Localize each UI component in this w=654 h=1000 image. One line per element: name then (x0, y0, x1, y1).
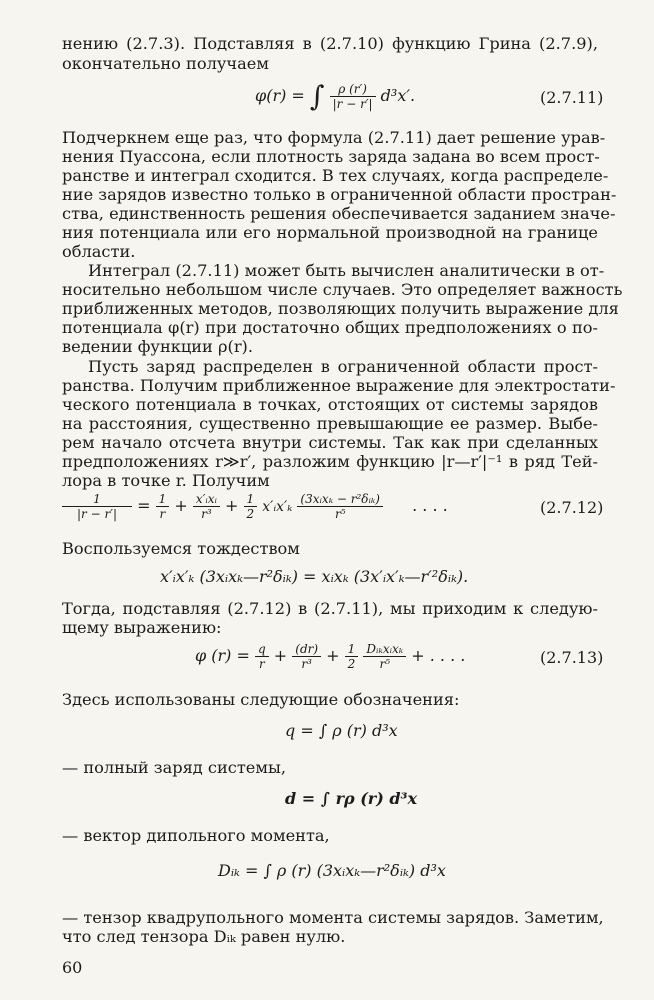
fraction (363, 642, 406, 671)
fraction-numerator: 1 (156, 492, 170, 507)
plus-sign: + (174, 496, 188, 515)
fraction (345, 642, 359, 671)
text-line: на расстояния, существенно превышающие ее размер. Выбе- (62, 414, 598, 433)
fraction-denominator: r (159, 507, 166, 521)
text-line: лора в точке r. Получим (62, 471, 270, 490)
fraction-denominator: r (258, 657, 265, 671)
fraction-numerator: 1 (345, 642, 359, 657)
identity-equation: x′ᵢx′ₖ (3xᵢxₖ—r²δᵢₖ) = xᵢxₖ (3x′ᵢx′ₖ—r′²δᵢₖ). (160, 567, 469, 586)
fraction-denominator: r³ (201, 507, 212, 521)
equation-lhs: φ(r) = (255, 86, 305, 105)
plus-sign: + (273, 646, 288, 665)
text-line: окончательно получаем (62, 54, 269, 73)
text-line: нению (2.7.3). Подставляя в (2.7.10) функцию Грина (2.7.9), (62, 34, 598, 53)
text-line: ства, единственность решения обеспечивается заданием значе- (62, 204, 616, 223)
fraction (330, 82, 376, 111)
text-line: рем начало отсчета внутри системы. Так как при сделанных (62, 433, 598, 452)
text-line: — полный заряд системы, (62, 758, 287, 777)
text-line: Пусть заряд распределен в ограниченной области прост- (88, 357, 598, 376)
text-line: — тензор квадрупольного момента системы зарядов. Заметим, (62, 908, 604, 927)
fraction-denominator: 2 (246, 507, 255, 521)
text-line: Тогда, подставляя (2.7.12) в (2.7.11), мы приходим к следую- (62, 599, 598, 618)
plus-sign: + (326, 646, 340, 665)
equation-number: (2.7.11) (540, 88, 604, 107)
fraction-numerator: x′ᵢxᵢ (193, 492, 220, 507)
equation-2-7-12 (62, 492, 448, 521)
plus-sign: + (225, 496, 239, 515)
text-line: области. (62, 242, 136, 261)
fraction-numerator: 1 (62, 492, 132, 507)
fraction (255, 642, 269, 671)
fraction (297, 492, 383, 521)
equation-tail: + . . . . (411, 646, 466, 665)
equation-lhs: φ (r) = (195, 646, 250, 665)
equation-2-7-13 (195, 642, 465, 671)
fraction-numerator: ρ (r′) (330, 82, 376, 97)
integral-sign: ∫ (309, 79, 325, 113)
fraction-denominator: r⁵ (379, 657, 391, 671)
fraction-denominator: |r − r′| (77, 507, 117, 521)
text-line: потенциала φ(r) при достаточно общих предположениях о по- (62, 318, 598, 337)
fraction-numerator: 1 (244, 492, 258, 507)
text-line: приближенных методов, позволяющих получить выражение для (62, 299, 619, 318)
quadrupole-definition: Dᵢₖ = ∫ ρ (r) (3xᵢxₖ—r²δᵢₖ) d³x (218, 861, 446, 880)
text-line: ведении функции ρ(r). (62, 337, 254, 356)
text-line: носительно небольшом числе случаев. Это определяет важность (62, 280, 623, 299)
charge-definition: q = ∫ ρ (r) d³x (285, 721, 398, 740)
text-line: предположениях r≫r′, разложим функцию |r—r′|⁻¹ в ряд Тей- (62, 452, 598, 471)
fraction (244, 492, 258, 521)
text-line: щему выражению: (62, 618, 222, 637)
equation-number: (2.7.12) (540, 498, 604, 517)
ellipsis: . . . . (412, 496, 448, 515)
text-line: ние зарядов известно только в ограниченной области простран- (62, 185, 617, 204)
dipole-definition: d = ∫ rρ (r) d³x (285, 789, 418, 808)
fraction (156, 492, 170, 521)
text-line: ранства. Получим приближенное выражение для электростати- (62, 376, 616, 395)
fraction (292, 642, 321, 671)
fraction (62, 492, 132, 521)
text-line: ния потенциала или его нормальной производной на границе (62, 223, 598, 242)
text-line: Здесь использованы следующие обозначения: (62, 690, 460, 709)
fraction-denominator: |r − r′| (332, 97, 373, 111)
text-line: ранстве и интеграл сходится. В тех случаях, когда распределе- (62, 166, 609, 185)
text-line: нения Пуассона, если плотность заряда задана во всем прост- (62, 147, 600, 166)
text-line: — вектор дипольного момента, (62, 826, 330, 845)
fraction-numerator: Dᵢₖxᵢxₖ (363, 642, 406, 657)
equation-number: (2.7.13) (540, 648, 604, 667)
text-line: ческого потенциала в точках, отстоящих от системы зарядов (62, 395, 598, 414)
fraction-denominator: 2 (347, 657, 356, 671)
equation-2-7-11 (255, 79, 416, 113)
fraction-numerator: q (255, 642, 269, 657)
fraction (193, 492, 220, 521)
fraction-denominator: r³ (301, 657, 312, 671)
equation-term: x′ᵢx′ₖ (262, 499, 293, 515)
text-line: Воспользуемся тождеством (62, 539, 300, 558)
fraction-denominator: r⁵ (334, 507, 346, 521)
text-line: Интеграл (2.7.11) может быть вычислен аналитически в от- (88, 261, 605, 280)
equation-tail: d³x′. (380, 86, 416, 105)
equals-sign: = (137, 496, 151, 515)
fraction-numerator: (dr) (292, 642, 321, 657)
text-line: что след тензора Dᵢₖ равен нулю. (62, 927, 346, 946)
page-number: 60 (62, 958, 83, 977)
text-line: Подчеркнем еще раз, что формула (2.7.11) дает решение урав- (62, 128, 606, 147)
fraction-numerator: (3xᵢxₖ − r²δᵢₖ) (297, 492, 383, 507)
